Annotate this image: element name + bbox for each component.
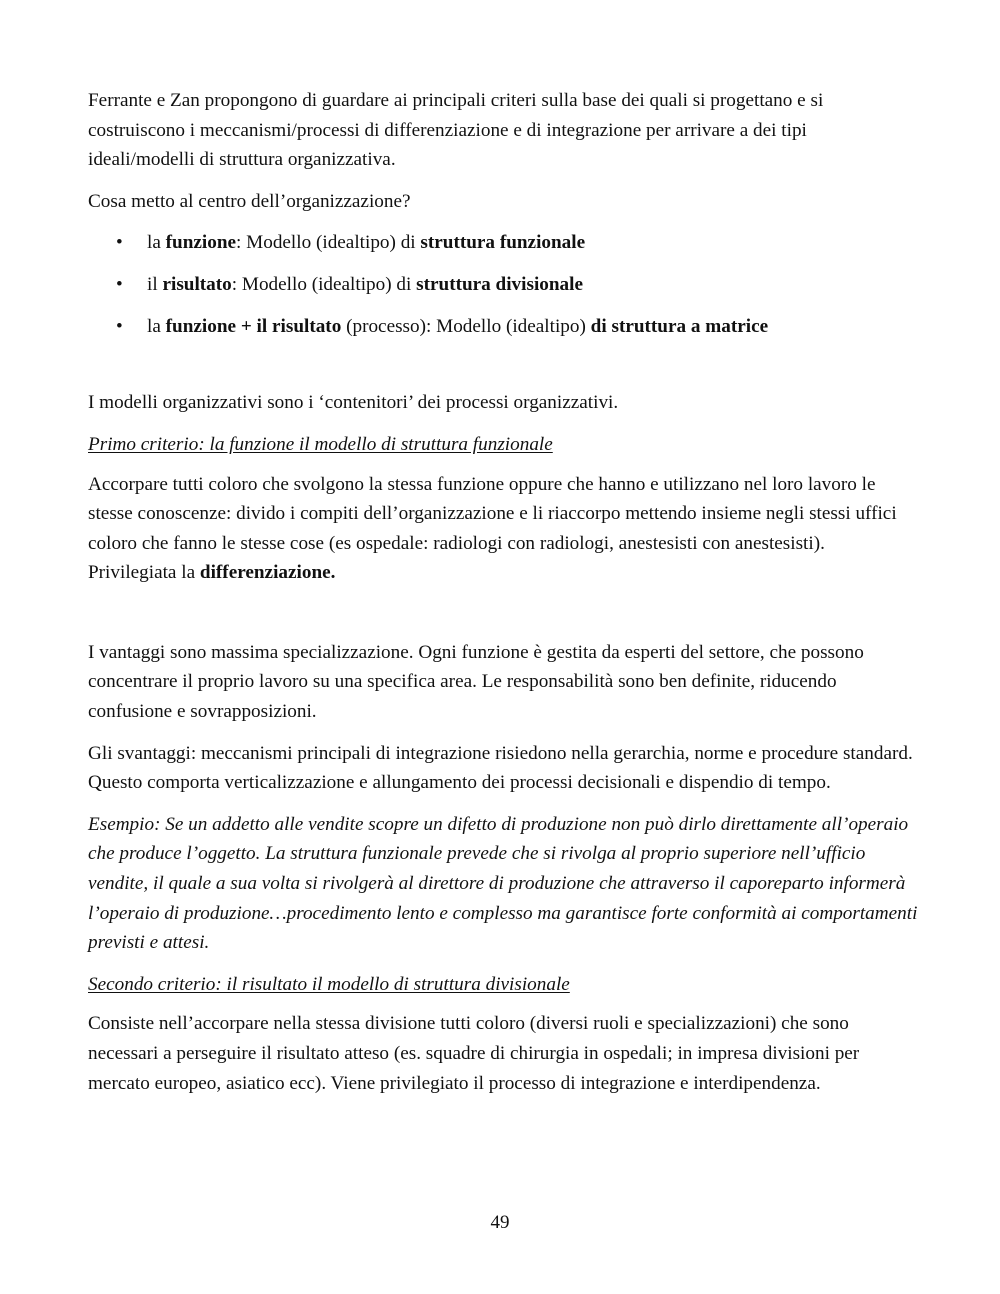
models-intro-paragraph: I modelli organizzativi sono i ‘contenitori’ dei processi organizzativi. [88, 392, 619, 414]
first-criterion-text: Accorpare tutti coloro che svolgono la stessa funzione oppure che hanno e utilizzano nel loro lavoro le stesse conoscenze: divido i compiti dell’organizzazione e li riaccorpo mettendo insieme negli stessi uffici coloro che fanno le stesse cose (es ospedale: radiologi con radiologi, anestesisti con anestesisti). Privilegiata la [88, 473, 897, 584]
spacer [88, 354, 918, 388]
bullet-middle: (processo): Modello (idealtipo) [341, 316, 591, 338]
spacer [88, 600, 918, 638]
bullet-model: di struttura a matrice [590, 316, 769, 338]
bullet-model: struttura divisionale [416, 274, 583, 296]
page-number: 49 [490, 1212, 510, 1233]
document-page [88, 86, 918, 1110]
list-item [88, 228, 918, 258]
bullet-middle: : Modello (idealtipo) di [236, 232, 421, 254]
bullet-term: risultato [162, 274, 232, 296]
bullet-term: funzione [165, 232, 237, 254]
intro-paragraph: Ferrante e Zan propongono di guardare ai principali criteri sulla base dei quali si progettano e si costruiscono i meccanismi/processi di differenziazione e di integrazione per arrivare a dei tipi ideali/modelli di struttura organizzativa. [88, 90, 824, 171]
first-criterion-heading: Primo criterio: la funzione il modello di struttura funzionale [88, 433, 553, 455]
criteria-list [88, 228, 918, 342]
advantages-paragraph: I vantaggi sono massima specializzazione. Ogni funzione è gestita da esperti del settore, che possono concentrare il proprio lavoro su una specifica area. Le responsabilità sono ben definite, riducendo confusione e sovrapposizioni. [88, 641, 864, 723]
first-criterion-paragraph [88, 470, 918, 588]
bullet-marker: • [116, 274, 123, 296]
disadvantages-paragraph: Gli svantaggi: meccanismi principali di integrazione risiedono nella gerarchia, norme e procedure standard. Questo comporta verticalizzazione e allungamento dei processi decisionali e dispendio di tempo. [88, 742, 913, 794]
bullet-prefix: la [147, 232, 166, 254]
list-item [88, 270, 918, 300]
bullet-marker: • [116, 316, 123, 338]
bullet-marker: • [116, 232, 123, 254]
second-criterion-paragraph: Consiste nell’accorpare nella stessa divisione tutti coloro (diversi ruoli e specializzazioni) che sono necessari a perseguire il risultato atteso (es. squadre di chirurgia in ospedali; in impresa divisioni per mercato europeo, asiatico ecc). Viene privilegiato il processo di integrazione e interdipendenza. [88, 1013, 860, 1094]
list-item [88, 312, 918, 342]
bullet-prefix: la [147, 316, 166, 338]
bullet-model: struttura funzionale [420, 232, 586, 254]
second-criterion-heading: Secondo criterio: il risultato il modello di struttura divisionale [88, 973, 570, 995]
bullet-prefix: il [147, 274, 163, 296]
example-paragraph: Esempio: Se un addetto alle vendite scopre un difetto di produzione non può dirlo direttamente all’operaio che produce l’oggetto. La struttura funzionale prevede che si rivolga al proprio superiore nell’ufficio vendite, il quale a sua volta si rivolgerà al direttore di produzione che attraverso il caporeparto informerà l’operaio di produzione…procedimento lento e complesso ma garantisce forte conformità ai comportamenti previsti e attesi. [88, 813, 918, 954]
question-paragraph: Cosa metto al centro dell’organizzazione? [88, 190, 411, 212]
first-criterion-emphasis: differenziazione. [199, 562, 336, 584]
bullet-term: funzione + il risultato [165, 316, 342, 338]
bullet-middle: : Modello (idealtipo) di [231, 274, 417, 296]
